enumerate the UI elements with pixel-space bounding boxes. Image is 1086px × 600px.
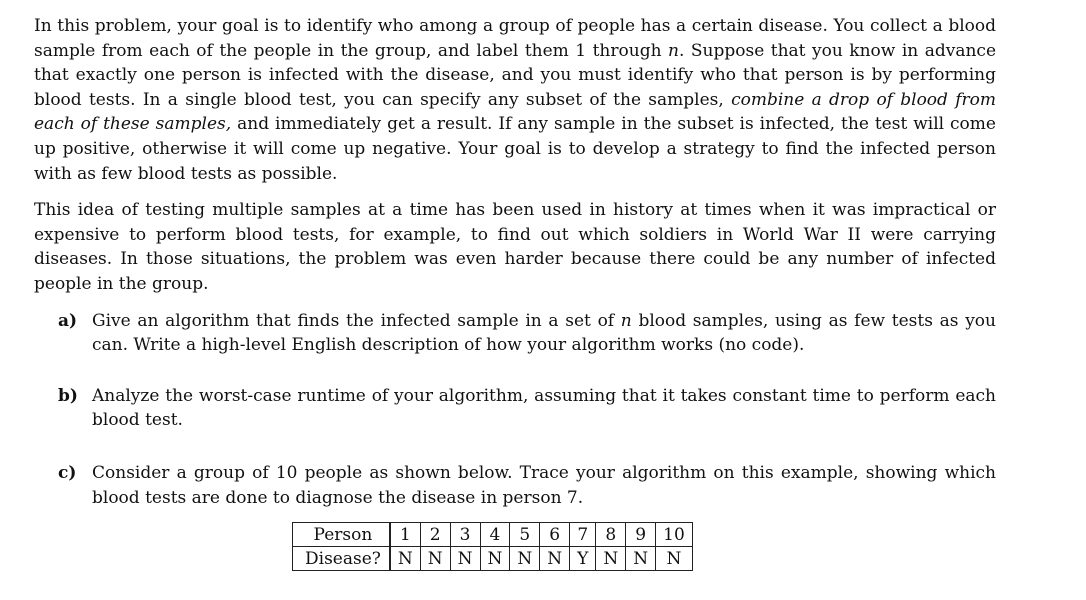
history-paragraph: This idea of testing multiple samples at a time has been used in history at times when it was impractical or expensive to perform blood tests, for example, to find out which soldiers in World War II were carrying diseases. In those situations, the problem was even harder because there could be any number of infected people in the group.: [34, 200, 996, 294]
question-a-label: a): [58, 310, 78, 331]
question-a-variable-n: n: [620, 310, 632, 331]
intro-paragraph: [34, 14, 996, 186]
question-c-label: c): [58, 462, 77, 483]
disease-header: Disease?: [293, 547, 390, 571]
question-c: [58, 461, 996, 510]
intro-text-3: and immediately get a result. If any sample in the subset is infected, the test will come up positive, otherwise it will come up negative. Your goal is to develop a strategy to find the infected person with as few blood tests as possible.: [34, 114, 996, 184]
disease-cell: N: [656, 547, 693, 571]
disease-cell: N: [390, 547, 420, 571]
disease-cell: N: [450, 547, 480, 571]
person-cell: 6: [540, 523, 570, 547]
question-a-text-1: Give an algorithm that finds the infected sample in a set of: [92, 310, 621, 331]
person-cell: 5: [510, 523, 540, 547]
person-cell: 7: [570, 523, 596, 547]
disease-cell: N: [480, 547, 510, 571]
person-cell: 8: [596, 523, 626, 547]
disease-cell: N: [626, 547, 656, 571]
intro-emphasis: combine a drop of blood from each of these samples,: [34, 89, 996, 135]
question-b-label: b): [58, 385, 78, 406]
person-cell: 10: [656, 523, 693, 547]
person-cell: 9: [626, 523, 656, 547]
person-cell: 2: [420, 523, 450, 547]
person-cell: 3: [450, 523, 480, 547]
question-b: [58, 384, 996, 433]
question-c-text: Consider a group of 10 people as shown below. Trace your algorithm on this example, showing which blood tests are done to diagnose the disease in person 7.: [92, 462, 996, 508]
intro-text-1: In this problem, your goal is to identify who among a group of people has a certain disease. You collect a blood sample from each of the people in the group, and label them 1 through: [34, 16, 996, 61]
question-a-text: [92, 309, 996, 358]
intro-text-2: . Suppose that you know in advance that exactly one person is infected with the disease, and you must identify who that person is by performing blood tests. In a single blood test, you can specify any subset of the samples,: [34, 40, 997, 110]
person-cell: 1: [390, 523, 420, 547]
disease-table: [292, 522, 693, 571]
disease-table-wrapper: [292, 522, 1046, 571]
disease-cell: N: [596, 547, 626, 571]
disease-cell: N: [540, 547, 570, 571]
disease-cell: N: [420, 547, 450, 571]
person-cell: 4: [480, 523, 510, 547]
question-b-text: Analyze the worst-case runtime of your algorithm, assuming that it takes constant time to perform each blood test.: [92, 385, 996, 431]
person-header: Person: [293, 523, 390, 547]
question-a: [58, 309, 996, 358]
disease-row: [293, 547, 693, 571]
person-row: [293, 523, 693, 547]
variable-n: n: [668, 40, 679, 61]
disease-cell: N: [510, 547, 540, 571]
question-a-text-2: blood samples, using as few tests as you can. Write a high-level English description of how your algorithm works (no code).: [92, 310, 996, 356]
disease-cell: Y: [570, 547, 596, 571]
